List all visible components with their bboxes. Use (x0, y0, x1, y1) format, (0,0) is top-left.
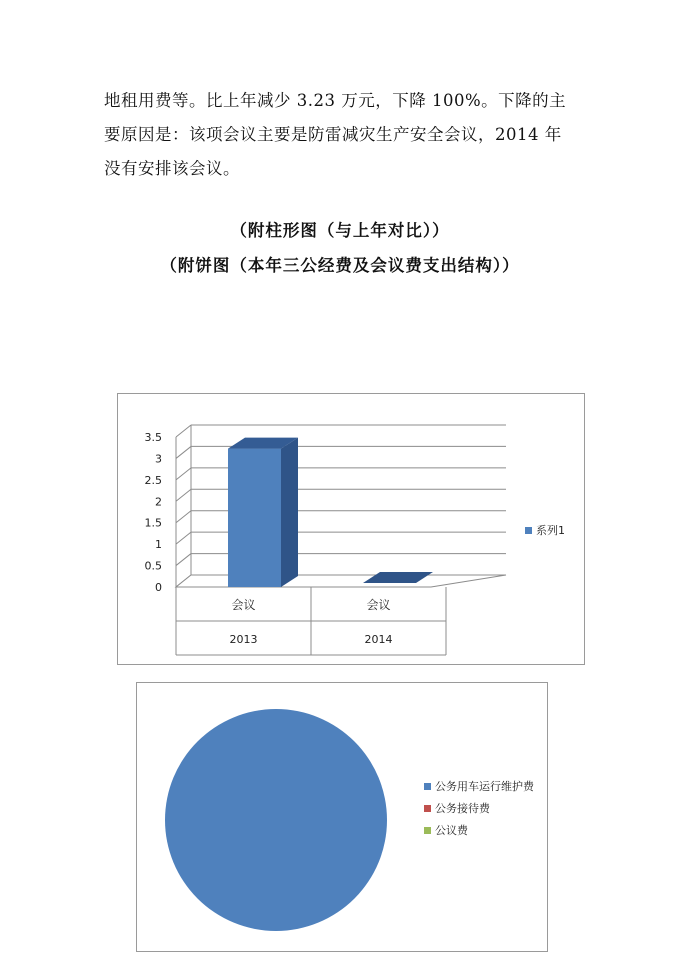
side-wall-gridline (176, 511, 191, 523)
bar-chart-caption: （附柱形图（与上年对比）） (230, 221, 450, 240)
y-tick-label: 0 (155, 581, 162, 594)
x-category-label: 会议 (366, 598, 391, 612)
x-group-label: 2014 (364, 633, 393, 646)
y-tick-label: 3 (155, 452, 162, 466)
legend-label: 系列1 (536, 524, 565, 537)
pie-chart-caption: （附饼图（本年三公经费及会议费支出结构）） (160, 256, 520, 275)
side-wall-gridline (176, 468, 191, 480)
pie-slice (165, 709, 387, 931)
chart-floor (176, 575, 506, 587)
y-tick-label: 2 (155, 495, 162, 509)
pie-chart-svg (137, 683, 547, 951)
legend-swatch (525, 527, 532, 534)
y-tick-label: 2.5 (144, 473, 162, 487)
legend-label: 公务用车运行维护费 (435, 780, 534, 793)
y-tick-label: 1 (155, 538, 162, 552)
bar-chart-svg (118, 394, 584, 664)
side-wall-gridline (176, 532, 191, 544)
legend-swatch (424, 827, 431, 834)
pie-chart (136, 682, 548, 952)
bar-side (281, 438, 298, 587)
x-group-label: 2013 (229, 633, 258, 646)
side-wall-gridline (176, 425, 191, 437)
side-wall-gridline (176, 554, 191, 566)
legend-label: 公议费 (435, 824, 468, 837)
x-category-label: 会议 (231, 598, 256, 612)
paragraph-line: 地租用费等。比上年减少 3.23 万元，下降 100%。下降的主 (104, 91, 567, 110)
legend-swatch (424, 805, 431, 812)
legend-label: 公务接待费 (435, 802, 490, 815)
y-tick-label: 1.5 (144, 516, 162, 530)
body-paragraph (104, 84, 584, 186)
bar-front (228, 449, 281, 587)
y-tick-label: 0.5 (144, 559, 162, 573)
paragraph-line: 没有安排该会议。 (104, 159, 240, 178)
legend-swatch (424, 783, 431, 790)
y-tick-label: 3.5 (144, 431, 162, 444)
side-wall-gridline (176, 489, 191, 501)
paragraph-line: 要原因是：该项会议主要是防雷减灾生产安全会议，2014 年 (104, 125, 562, 144)
side-wall-gridline (176, 446, 191, 458)
bar-chart (117, 393, 585, 665)
